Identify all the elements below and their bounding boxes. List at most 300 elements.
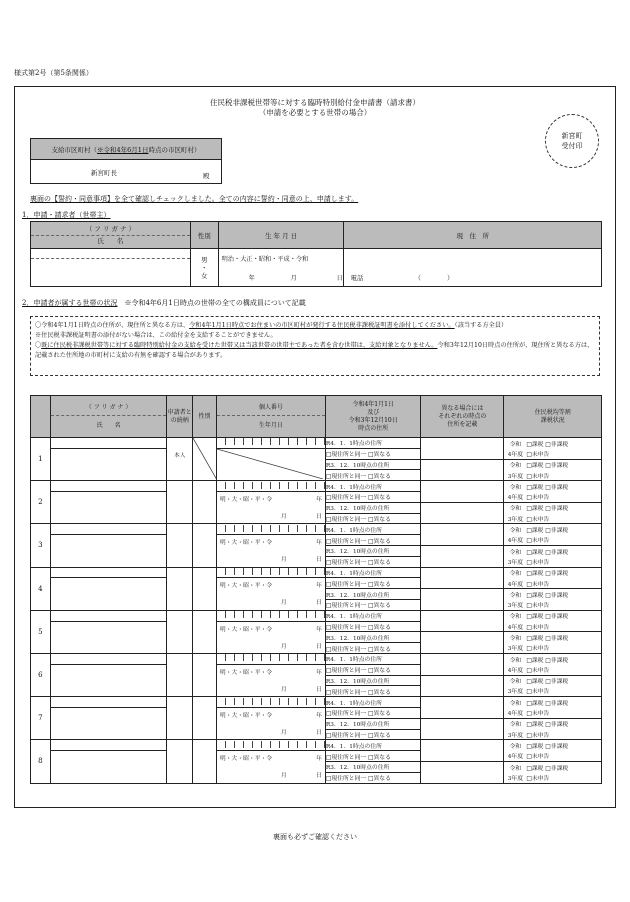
- form-number-label: 様式第2号（第5条関係）: [14, 69, 93, 77]
- member-eras: 明・大・昭・平・令: [219, 540, 273, 547]
- note1-post: （該当する方全員）: [454, 322, 508, 329]
- member-furigana-field[interactable]: [50, 567, 167, 578]
- member-row: [31, 438, 602, 449]
- tax-r3-row1[interactable]: [504, 632, 602, 643]
- tax-r4-row2[interactable]: [504, 664, 602, 675]
- member-gender-field[interactable]: [193, 740, 217, 783]
- tax-reiwa-label: 令和: [509, 506, 522, 513]
- r4-same-diff[interactable]: □現住所と同一 □異なる: [325, 664, 421, 675]
- applicant-day: 日: [336, 275, 343, 282]
- note3-post: 令和3年12月10日時点の住所が、現住所と異なる方は、記載された住所地の市町村に支給の有無を確認する場合があります。: [35, 342, 594, 359]
- member-day: 日: [316, 729, 322, 736]
- member-year: 年: [316, 583, 322, 590]
- r3-same-diff[interactable]: □現住所と同一 □異なる: [325, 686, 421, 697]
- tax-r3-row1[interactable]: [504, 761, 602, 772]
- address-dates-header: [325, 396, 421, 438]
- member-row: [31, 653, 602, 664]
- member-year: 年: [316, 496, 322, 503]
- member-gender-field[interactable]: [193, 697, 217, 740]
- tax-r3-row1[interactable]: [504, 589, 602, 600]
- tax-undeclared: □未申告: [526, 473, 550, 480]
- member-number: 1: [31, 438, 51, 481]
- member-birth-field[interactable]: [216, 707, 325, 739]
- tax-options: □課税 □非課税: [526, 592, 569, 599]
- r3-address-label: R3．12．10時点の住所: [325, 589, 421, 600]
- stamp-line1: 新宮町: [561, 132, 583, 140]
- r3-same-diff[interactable]: □現住所と同一 □異なる: [325, 643, 421, 654]
- member-gender-field[interactable]: [193, 567, 217, 610]
- applicant-birth-header: 生 年 月 日: [218, 222, 344, 249]
- gender-male: 男: [200, 255, 208, 264]
- r4-same-diff[interactable]: □現住所と同一 □異なる: [325, 448, 421, 459]
- section2-title: 2．申請者が属する世帯の状況: [22, 299, 118, 307]
- applicant-address-field[interactable]: [344, 249, 602, 287]
- member-birth-field[interactable]: [216, 578, 325, 610]
- member-name-field[interactable]: [50, 621, 167, 653]
- gender-dot: ・: [200, 263, 208, 272]
- r3-diff-address-field[interactable]: [421, 675, 504, 697]
- mynumber-boxes[interactable]: [216, 697, 325, 708]
- tax-options: □課税 □非課税: [526, 463, 569, 470]
- member-birth-field[interactable]: [216, 751, 325, 783]
- mynumber-birth-header: [216, 396, 325, 438]
- r3-same-diff[interactable]: □現住所と同一 □異なる: [325, 772, 421, 783]
- tax-r3-row1[interactable]: [504, 459, 602, 470]
- member-relation[interactable]: [167, 653, 193, 696]
- member-month: 月: [280, 557, 287, 564]
- tax-year4-label: 4年度: [507, 581, 524, 588]
- tax-year3-label: 3年度: [507, 559, 524, 566]
- municipality-name: 新宮町長: [91, 169, 117, 177]
- tax-year3-label: 3年度: [507, 732, 524, 739]
- municipality-box: [30, 138, 222, 184]
- tax-year4-label: 4年度: [507, 754, 524, 761]
- tax-undeclared: □未申告: [526, 495, 550, 502]
- footer-note: 裏面も必ずご確認ください: [273, 833, 357, 841]
- r4-address-label: R4．1．1時点の住所: [325, 481, 421, 492]
- tax-r3-row2[interactable]: [504, 513, 602, 524]
- tax-r3-row2[interactable]: [504, 599, 602, 610]
- member-day: 日: [316, 600, 322, 607]
- r3-diff-address-field[interactable]: [421, 589, 504, 611]
- tax-r4-row1[interactable]: [504, 610, 602, 621]
- r4-diff-address-field[interactable]: [421, 524, 504, 546]
- tax-h1: 住民税均等割: [534, 408, 571, 416]
- member-number: 2: [31, 481, 51, 524]
- tax-undeclared: □未申告: [526, 581, 550, 588]
- r3-address-label: R3．12．10時点の住所: [325, 718, 421, 729]
- member-number: 8: [31, 740, 51, 783]
- member-gender-field[interactable]: [193, 653, 217, 696]
- applicant-month: 月: [290, 275, 297, 282]
- member-year: 年: [316, 540, 322, 547]
- tax-reiwa-label: 令和: [509, 635, 522, 642]
- tax-reiwa-label: 令和: [509, 722, 522, 729]
- member-name-field[interactable]: [50, 751, 167, 783]
- tax-r4-row2[interactable]: [504, 621, 602, 632]
- tax-year4-label: 4年度: [507, 451, 524, 458]
- tax-r4-row2[interactable]: [504, 535, 602, 546]
- tax-r4-row2[interactable]: [504, 578, 602, 589]
- r4-same-diff[interactable]: □現住所と同一 □異なる: [325, 751, 421, 762]
- r3-diff-address-field[interactable]: [421, 632, 504, 654]
- tax-r3-row2[interactable]: [504, 470, 602, 481]
- addr-h4: 時点の住所: [358, 424, 389, 432]
- applicant-name-label: 氏 名: [97, 236, 124, 245]
- tax-options: □課税 □非課税: [526, 700, 569, 707]
- member-number: 7: [31, 697, 51, 740]
- r4-diff-address-field[interactable]: [421, 740, 504, 762]
- member-number: 3: [31, 524, 51, 567]
- note1-underlined: 令和4年1月1日時点でお住まいの市区町村が発行する住民税非課税証明書を添付してください。: [189, 322, 455, 329]
- member-furigana-field[interactable]: [50, 481, 167, 492]
- member-eras: 明・大・昭・平・令: [219, 496, 273, 503]
- mynumber-boxes[interactable]: [216, 524, 325, 535]
- member-row: [31, 567, 602, 578]
- tax-options: □課税 □非課税: [526, 722, 569, 729]
- r3-address-label: R3．12．10時点の住所: [325, 675, 421, 686]
- member-month: 月: [280, 729, 287, 736]
- reception-stamp-area: [545, 114, 599, 168]
- tax-reiwa-label: 令和: [509, 571, 522, 578]
- applicant-address-header: 現 住 所: [344, 222, 602, 249]
- r3-address-label: R3．12．10時点の住所: [325, 459, 421, 470]
- member-birth-field[interactable]: [216, 621, 325, 653]
- tax-options: □課税 □非課税: [526, 549, 569, 556]
- tax-r3-row1[interactable]: [504, 502, 602, 513]
- tax-undeclared: □未申告: [526, 689, 550, 696]
- relation-header: 申請者との続柄: [167, 396, 193, 438]
- member-eras: 明・大・昭・平・令: [219, 669, 273, 676]
- tax-options: □課税 □非課税: [526, 657, 569, 664]
- mynumber-boxes[interactable]: [216, 653, 325, 664]
- form-subtitle: （申請を必要とする世帯の場合）: [258, 108, 372, 117]
- member-name-field[interactable]: [50, 535, 167, 567]
- member-birth-field: [216, 448, 325, 480]
- tax-reiwa-label: 令和: [509, 549, 522, 556]
- mynumber-boxes[interactable]: [216, 481, 325, 492]
- r3-same-diff[interactable]: □現住所と同一 □異なる: [325, 599, 421, 610]
- member-birth-field[interactable]: [216, 535, 325, 567]
- tax-status-header: [504, 396, 602, 438]
- member-name-field[interactable]: [50, 448, 167, 480]
- tax-options: □課税 □非課税: [526, 484, 569, 491]
- tax-r3-row1[interactable]: [504, 675, 602, 686]
- member-birth-field[interactable]: [216, 664, 325, 696]
- tax-options: □課税 □非課税: [526, 765, 569, 772]
- r4-diff-address-field[interactable]: [421, 567, 504, 589]
- r4-address-label: R4．1．1時点の住所: [325, 653, 421, 664]
- tax-options: □課税 □非課税: [526, 528, 569, 535]
- tax-reiwa-label: 令和: [509, 463, 522, 470]
- tax-reiwa-label: 令和: [509, 700, 522, 707]
- tax-reiwa-label: 令和: [509, 441, 522, 448]
- addr-h3: 令和3年12月10日: [348, 416, 398, 424]
- r3-address-label: R3．12．10時点の住所: [325, 632, 421, 643]
- diff-h1: 異なる場合には: [441, 404, 484, 412]
- r4-same-diff[interactable]: □現住所と同一 □異なる: [325, 535, 421, 546]
- applicant-birth-field[interactable]: [218, 249, 344, 287]
- member-relation[interactable]: [167, 610, 193, 653]
- r4-address-label: R4．1．1時点の住所: [325, 524, 421, 535]
- mynumber-boxes[interactable]: [216, 740, 325, 751]
- member-gender-field[interactable]: [193, 610, 217, 653]
- member-furigana-field[interactable]: [50, 697, 167, 708]
- member-furigana-field[interactable]: [50, 438, 167, 449]
- applicant-phone-field[interactable]: （ ）: [414, 274, 454, 282]
- r4-same-diff[interactable]: □現住所と同一 □異なる: [325, 578, 421, 589]
- tax-reiwa-label: 令和: [509, 765, 522, 772]
- muni-head-underlined: ※令和4年6月1日: [97, 145, 149, 154]
- tax-year4-label: 4年度: [507, 711, 524, 718]
- tax-r3-row1[interactable]: [504, 718, 602, 729]
- tax-year3-label: 3年度: [507, 473, 524, 480]
- tax-r4-row2[interactable]: [504, 491, 602, 502]
- section2-note: ※令和4年6月1日時点の世帯の全ての構成員について記載: [124, 299, 306, 307]
- member-furigana-field[interactable]: [50, 610, 167, 621]
- tax-r3-row2[interactable]: [504, 643, 602, 654]
- agreement-statement: 裏面の【誓約・同意事項】を全て確認しチェックしました。全ての内容に誓約・同意の上、申請します。: [30, 195, 359, 203]
- tax-undeclared: □未申告: [526, 538, 550, 545]
- member-relation[interactable]: [167, 481, 193, 524]
- muni-head-pre: 支給市区町村（: [51, 145, 98, 154]
- tax-year4-label: 4年度: [507, 538, 524, 545]
- applicant-furigana-label: （ フ リ ガ ナ ）: [31, 224, 190, 236]
- diff-h3: 住所を記載: [447, 420, 478, 428]
- tax-r4-row2[interactable]: [504, 751, 602, 762]
- r3-same-diff[interactable]: □現住所と同一 □異なる: [325, 556, 421, 567]
- applicant-table: [30, 221, 602, 287]
- r4-address-label: R4．1．1時点の住所: [325, 697, 421, 708]
- member-eras: 明・大・昭・平・令: [219, 583, 273, 590]
- note3-pre: 〇: [35, 342, 42, 349]
- member-relation[interactable]: [167, 524, 193, 567]
- member-day: 日: [316, 686, 322, 693]
- r4-address-label: R4．1．1時点の住所: [325, 740, 421, 751]
- member-row: [31, 610, 602, 621]
- note3-underlined: 既に住民税非課税世帯等に対する臨時特別給付金の支給を受けた世帯又は当該世帯の世帯主であった者を含む世帯は、支給対象となりません。: [41, 342, 438, 349]
- not-applicable-strike: [217, 449, 323, 479]
- tax-options: □課税 □非課税: [526, 635, 569, 642]
- num-header: [31, 396, 51, 438]
- r4-same-diff[interactable]: □現住所と同一 □異なる: [325, 491, 421, 502]
- member-day: 日: [316, 773, 322, 780]
- muni-head-post: 時点の市区町村）: [148, 145, 201, 154]
- member-furigana-field[interactable]: [50, 524, 167, 535]
- tax-year4-label: 4年度: [507, 624, 524, 631]
- member-furigana-field[interactable]: [50, 653, 167, 664]
- applicant-furigana-field[interactable]: [31, 249, 190, 259]
- tax-r3-row2[interactable]: [504, 686, 602, 697]
- tax-r4-row1[interactable]: [504, 740, 602, 751]
- tax-r4-row1[interactable]: [504, 653, 602, 664]
- member-month: 月: [280, 513, 287, 520]
- tax-undeclared: □未申告: [526, 732, 550, 739]
- r4-same-diff[interactable]: □現住所と同一 □異なる: [325, 621, 421, 632]
- member-day: 日: [316, 643, 322, 650]
- tax-options: □課税 □非課税: [526, 614, 569, 621]
- mynumber-boxes[interactable]: [216, 567, 325, 578]
- applicant-eras: 明治・大正・昭和・平成・令和: [221, 256, 309, 263]
- tax-r4-row1[interactable]: [504, 438, 602, 449]
- member-number: 4: [31, 567, 51, 610]
- tax-year3-label: 3年度: [507, 646, 524, 653]
- tax-options: □課税 □非課税: [526, 441, 569, 448]
- member-gender-header: 性別: [193, 396, 217, 438]
- member-birth-field[interactable]: [216, 491, 325, 523]
- tax-undeclared: □未申告: [526, 754, 550, 761]
- tax-undeclared: □未申告: [526, 559, 550, 566]
- tax-options: □課税 □非課税: [526, 506, 569, 513]
- r4-diff-address-field[interactable]: [421, 481, 504, 503]
- mynumber-label: 個人番号: [217, 404, 325, 416]
- r3-diff-address-field[interactable]: [421, 761, 504, 783]
- member-month: 月: [280, 643, 287, 650]
- member-month: 月: [280, 600, 287, 607]
- tax-r4-row2[interactable]: [504, 448, 602, 459]
- tax-options: □課税 □非課税: [526, 571, 569, 578]
- tax-year3-label: 3年度: [507, 775, 524, 782]
- tax-year3-label: 3年度: [507, 689, 524, 696]
- r4-diff-address-field[interactable]: [421, 653, 504, 675]
- tax-undeclared: □未申告: [526, 624, 550, 631]
- tax-year4-label: 4年度: [507, 495, 524, 502]
- member-birth-label: 生年月日: [258, 421, 283, 429]
- member-year: 年: [316, 669, 322, 676]
- mynumber-boxes[interactable]: [216, 610, 325, 621]
- tax-r4-row1[interactable]: [504, 697, 602, 708]
- member-furigana-field[interactable]: [50, 740, 167, 751]
- member-row: [31, 697, 602, 708]
- stamp-line2: 受付印: [561, 142, 583, 150]
- member-year: 年: [316, 626, 322, 633]
- notes-box: [30, 316, 600, 376]
- applicant-year: 年: [248, 275, 255, 282]
- tax-undeclared: □未申告: [526, 775, 550, 782]
- household-members-table: [30, 395, 602, 784]
- member-number: 5: [31, 610, 51, 653]
- member-day: 日: [316, 557, 322, 564]
- member-month: 月: [280, 686, 287, 693]
- member-eras: 明・大・昭・平・令: [219, 756, 273, 763]
- member-gender-field: [193, 438, 217, 481]
- member-name-field[interactable]: [50, 664, 167, 696]
- tax-r4-row1[interactable]: [504, 567, 602, 578]
- tax-r4-row2[interactable]: [504, 707, 602, 718]
- tax-r3-row2[interactable]: [504, 772, 602, 783]
- r4-address-label: R4．1．1時点の住所: [325, 610, 421, 621]
- r3-same-diff[interactable]: □現住所と同一 □異なる: [325, 470, 421, 481]
- note1-pre: 〇令和4年1月1日時点の住所が、現住所と異なる方は、: [35, 322, 190, 329]
- member-eras: 明・大・昭・平・令: [219, 626, 273, 633]
- member-year: 年: [316, 756, 322, 763]
- tax-undeclared: □未申告: [526, 603, 550, 610]
- r4-diff-address-field[interactable]: [421, 438, 504, 460]
- gender-strike: [193, 438, 217, 480]
- tax-undeclared: □未申告: [526, 646, 550, 653]
- member-row: [31, 481, 602, 492]
- r3-address-label: R3．12．10時点の住所: [325, 545, 421, 556]
- tax-r4-row1[interactable]: [504, 481, 602, 492]
- applicant-name-field[interactable]: [31, 249, 191, 287]
- diff-h2: それぞれの時点の: [438, 412, 487, 420]
- member-month: 月: [280, 773, 287, 780]
- diff-address-header: [421, 396, 504, 438]
- member-furigana-label: （ フ リ ガ ナ ）: [51, 404, 167, 416]
- r3-diff-address-field[interactable]: [421, 718, 504, 740]
- tax-h2: 課税状況: [540, 416, 565, 424]
- member-relation[interactable]: [167, 697, 193, 740]
- tax-r4-row1[interactable]: [504, 524, 602, 535]
- applicant-gender-field[interactable]: [190, 249, 218, 287]
- municipality-honorific: 殿: [203, 172, 210, 180]
- member-eras: 明・大・昭・平・令: [219, 712, 273, 719]
- member-name-field[interactable]: [50, 707, 167, 739]
- gender-female: 女: [200, 271, 208, 280]
- note2: ※住民税非課税証明書の添付がない場合は、この給付金を支給することができません。: [35, 332, 277, 339]
- section1-heading: 1．申請・請求者（世帯主）: [22, 211, 111, 219]
- tax-r3-row2[interactable]: [504, 556, 602, 567]
- section2-heading: [22, 298, 306, 308]
- member-name-label: 氏 名: [96, 421, 121, 429]
- member-gender-field[interactable]: [193, 524, 217, 567]
- member-name-header: [50, 396, 167, 438]
- tax-reiwa-label: 令和: [509, 657, 522, 664]
- tax-r3-row1[interactable]: [504, 545, 602, 556]
- r3-diff-address-field[interactable]: [421, 459, 504, 481]
- member-gender-field[interactable]: [193, 481, 217, 524]
- member-relation[interactable]: [167, 740, 193, 783]
- tax-undeclared: □未申告: [526, 451, 550, 458]
- tax-undeclared: □未申告: [526, 667, 550, 674]
- tax-reiwa-label: 令和: [509, 679, 522, 686]
- applicant-name-header: [31, 222, 191, 249]
- member-name-field[interactable]: [50, 491, 167, 523]
- form-title: 住民税非課税世帯等に対する臨時特別給付金申請書（請求書）: [210, 98, 420, 107]
- member-day: 日: [316, 513, 322, 520]
- member-relation[interactable]: [167, 567, 193, 610]
- r3-diff-address-field[interactable]: [421, 502, 504, 524]
- tax-reiwa-label: 令和: [509, 592, 522, 599]
- mynumber-boxes[interactable]: [216, 438, 325, 449]
- member-number: 6: [31, 653, 51, 696]
- tax-reiwa-label: 令和: [509, 614, 522, 621]
- applicant-phone-label: 電話: [350, 274, 364, 282]
- member-relation[interactable]: 本人: [167, 438, 193, 481]
- r3-same-diff[interactable]: □現住所と同一 □異なる: [325, 513, 421, 524]
- r4-diff-address-field[interactable]: [421, 697, 504, 719]
- applicant-gender-header: 性別: [190, 222, 218, 249]
- tax-undeclared: □未申告: [526, 711, 550, 718]
- member-name-field[interactable]: [50, 578, 167, 610]
- tax-options: □課税 □非課税: [526, 679, 569, 686]
- member-row: [31, 524, 602, 535]
- tax-year3-label: 3年度: [507, 603, 524, 610]
- member-row: [31, 740, 602, 751]
- r3-diff-address-field[interactable]: [421, 545, 504, 567]
- tax-r3-row2[interactable]: [504, 729, 602, 740]
- r3-address-label: R3．12．10時点の住所: [325, 761, 421, 772]
- tax-reiwa-label: 令和: [509, 743, 522, 750]
- municipality-header: [31, 139, 221, 160]
- tax-reiwa-label: 令和: [509, 484, 522, 491]
- r3-same-diff[interactable]: □現住所と同一 □異なる: [325, 729, 421, 740]
- r4-address-label: R4．1．1時点の住所: [325, 438, 421, 449]
- r4-same-diff[interactable]: □現住所と同一 □異なる: [325, 707, 421, 718]
- member-year: 年: [316, 712, 322, 719]
- r4-diff-address-field[interactable]: [421, 610, 504, 632]
- r3-address-label: R3．12．10時点の住所: [325, 502, 421, 513]
